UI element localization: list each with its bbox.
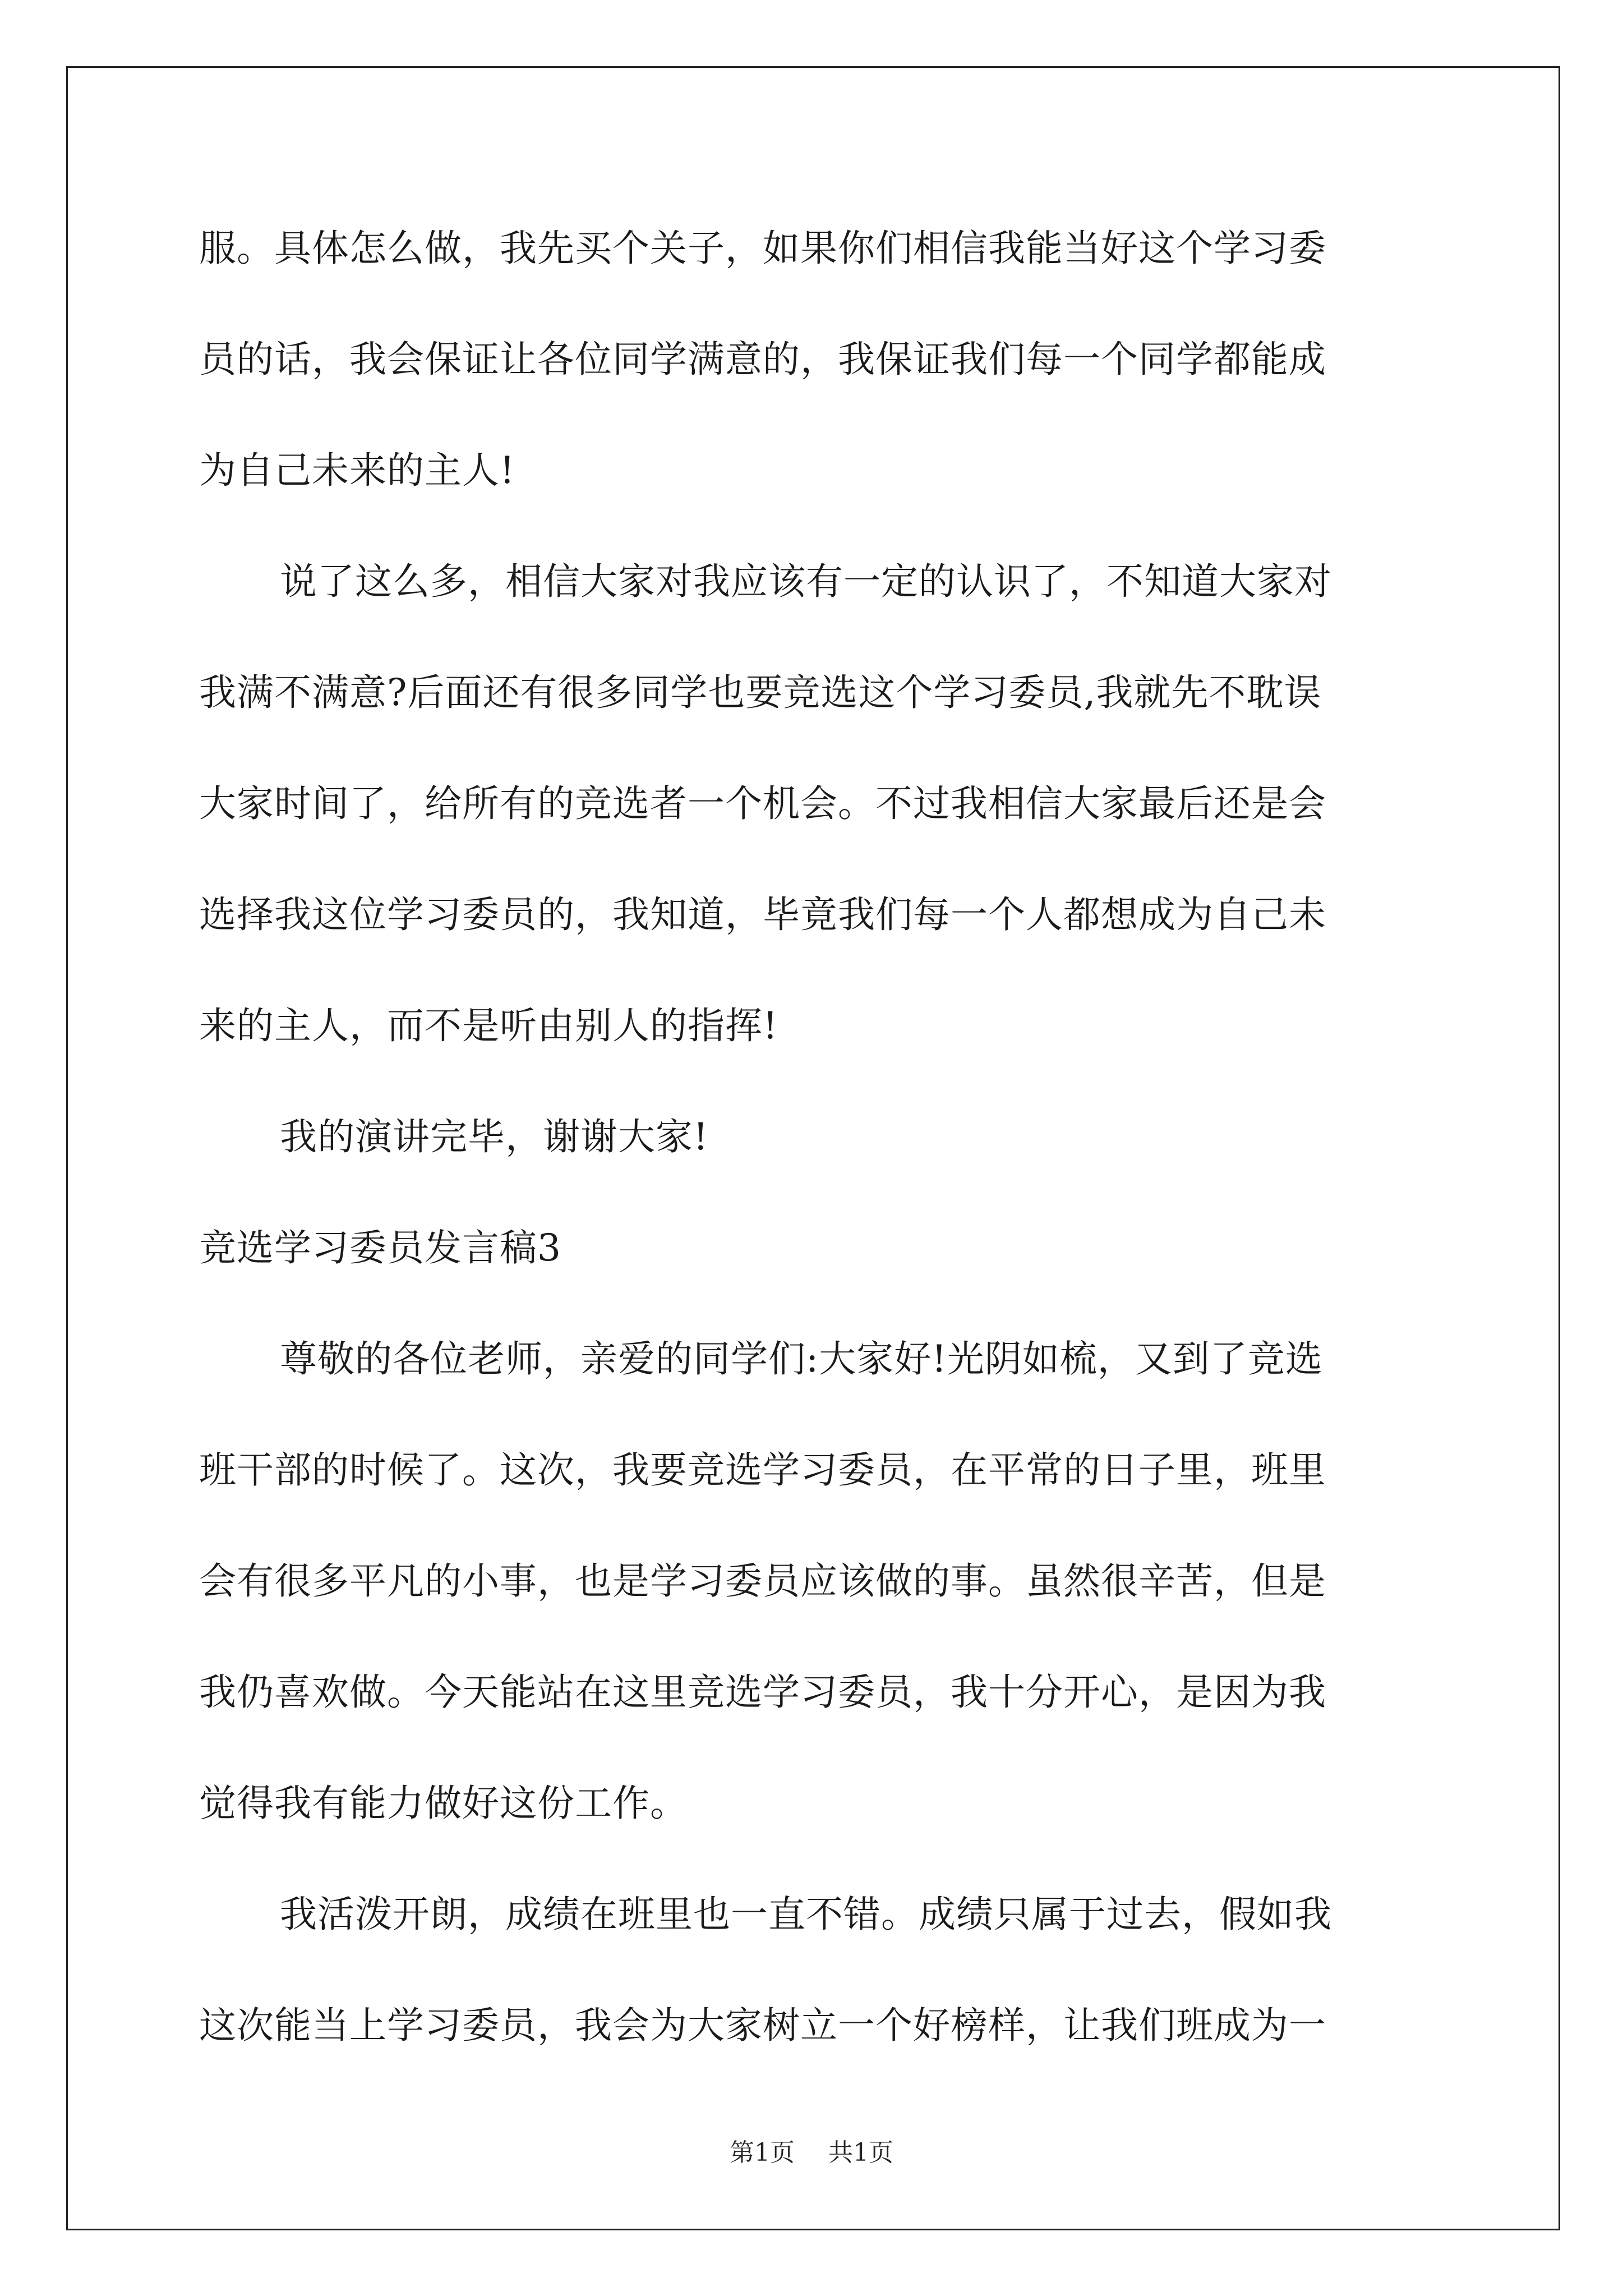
text-line: 大家时间了，给所有的竞选者一个机会。不过我相信大家最后还是会 <box>199 782 1326 825</box>
text-line: 会有很多平凡的小事，也是学习委员应该做的事。虽然很辛苦，但是 <box>199 1559 1326 1603</box>
document-body <box>199 193 1438 2081</box>
paragraph-start: 说了这么多，相信大家对我应该有一定的认识了，不知道大家对 <box>280 560 1332 603</box>
text-line: 这次能当上学习委员，我会为大家树立一个好榜样，让我们班成为一 <box>199 2004 1326 2047</box>
text-line: 员的话，我会保证让各位同学满意的，我保证我们每一个同学都能成 <box>199 338 1326 381</box>
text-line: 觉得我有能力做好这份工作。 <box>199 1782 688 1825</box>
text-line: 我满不满意?后面还有很多同学也要竞选这个学习委员,我就先不耽误 <box>199 671 1322 714</box>
text-line: 我仍喜欢做。今天能站在这里竞选学习委员，我十分开心，是因为我 <box>199 1671 1326 1714</box>
page-footer <box>0 2136 1623 2170</box>
text-line: 服。具体怎么做，我先买个关子，如果你们相信我能当好这个学习委 <box>199 227 1326 270</box>
text-line: 班干部的时候了。这次，我要竞选学习委员，在平常的日子里，班里 <box>199 1448 1326 1492</box>
text-line: 选择我这位学习委员的，我知道，毕竟我们每一个人都想成为自己未 <box>199 893 1326 936</box>
text-line: 来的主人，而不是听由别人的指挥! <box>199 1004 778 1047</box>
paragraph-start: 我的演讲完毕，谢谢大家! <box>280 1115 709 1158</box>
page-number: 第1页 <box>730 2138 795 2167</box>
text-line: 为自己未来的主人! <box>199 449 515 492</box>
paragraph-start: 尊敬的各位老师，亲爱的同学们:大家好!光阴如梳，又到了竞选 <box>280 1337 1323 1381</box>
paragraph-start: 我活泼开朗，成绩在班里也一直不错。成绩只属于过去，假如我 <box>280 1893 1332 1936</box>
section-heading: 竞选学习委员发言稿3 <box>199 1226 561 1269</box>
page-total: 共1页 <box>828 2138 893 2167</box>
